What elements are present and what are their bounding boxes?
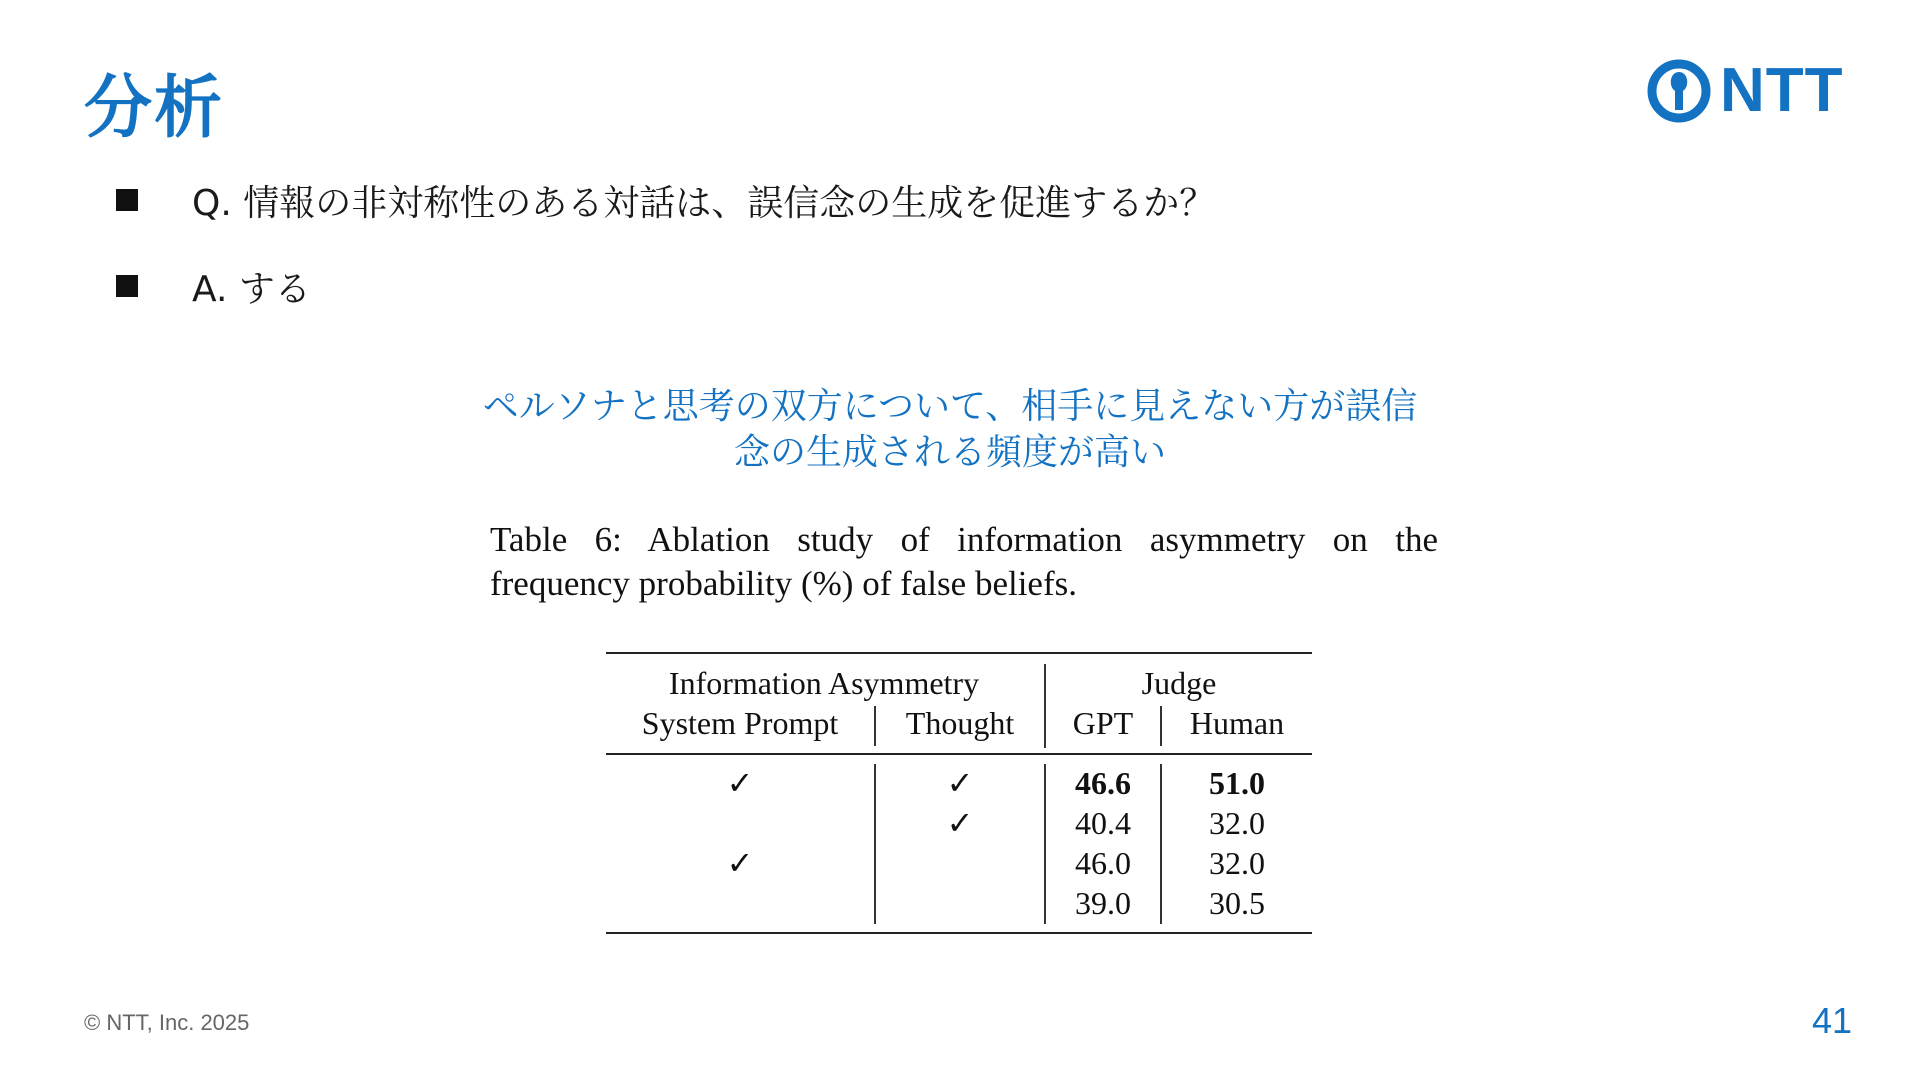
cell-gpt: 40.4 — [1075, 805, 1131, 841]
cell-thought: ✓ — [946, 765, 974, 801]
ntt-logo-text: NTT — [1720, 56, 1844, 125]
callout-line-2: 念の生成される頻度が高い — [733, 432, 1166, 473]
header-judge: Judge — [1141, 665, 1217, 701]
slide-title: 分析 — [84, 69, 225, 148]
table-header-rule — [606, 753, 1312, 755]
bullet-answer-text: A. する — [192, 268, 311, 310]
cell-gpt: 39.0 — [1075, 885, 1131, 921]
cell-thought: ✓ — [946, 805, 974, 841]
table-top-rule — [606, 652, 1312, 654]
header-system-prompt: System Prompt — [641, 705, 839, 741]
page-number: 41 — [1811, 1000, 1852, 1041]
ntt-logo-icon — [1646, 58, 1712, 124]
caption-line-1: Table 6: Ablation study of information asymmetry on the — [490, 520, 1438, 559]
bullet-answer — [116, 258, 1215, 314]
header-information-asymmetry: Information Asymmetry — [668, 665, 980, 701]
table-caption — [490, 518, 1438, 606]
cell-human: 32.0 — [1209, 805, 1265, 841]
cell-gpt: 46.6 — [1075, 765, 1131, 801]
ntt-logo — [1646, 58, 1844, 124]
bullet-question — [116, 172, 1215, 228]
ablation-table — [606, 652, 1312, 934]
table-bottom-rule — [606, 932, 1312, 934]
caption-line-2: frequency probability (%) of false beliefs. — [490, 564, 1077, 603]
header-gpt: GPT — [1072, 705, 1134, 741]
header-thought: Thought — [905, 705, 1015, 741]
header-human: Human — [1189, 705, 1285, 741]
cell-human: 30.5 — [1209, 885, 1265, 921]
copyright-footer: © NTT, Inc. 2025 — [84, 1010, 250, 1035]
square-bullet-icon — [116, 189, 138, 211]
square-bullet-icon — [116, 275, 138, 297]
callout-line-1: ペルソナと思考の双方について、相手に見えない方が誤信 — [482, 386, 1418, 427]
bullet-question-text: Q. 情報の非対称性のある対話は、誤信念の生成を促進するか？ — [192, 182, 1216, 224]
cell-system-prompt: ✓ — [726, 765, 754, 801]
cell-gpt: 46.0 — [1075, 845, 1131, 881]
callout-text — [430, 384, 1470, 476]
cell-system-prompt: ✓ — [726, 845, 754, 881]
cell-human: 32.0 — [1209, 845, 1265, 881]
cell-human: 51.0 — [1209, 765, 1265, 801]
bullet-list — [116, 172, 1215, 344]
